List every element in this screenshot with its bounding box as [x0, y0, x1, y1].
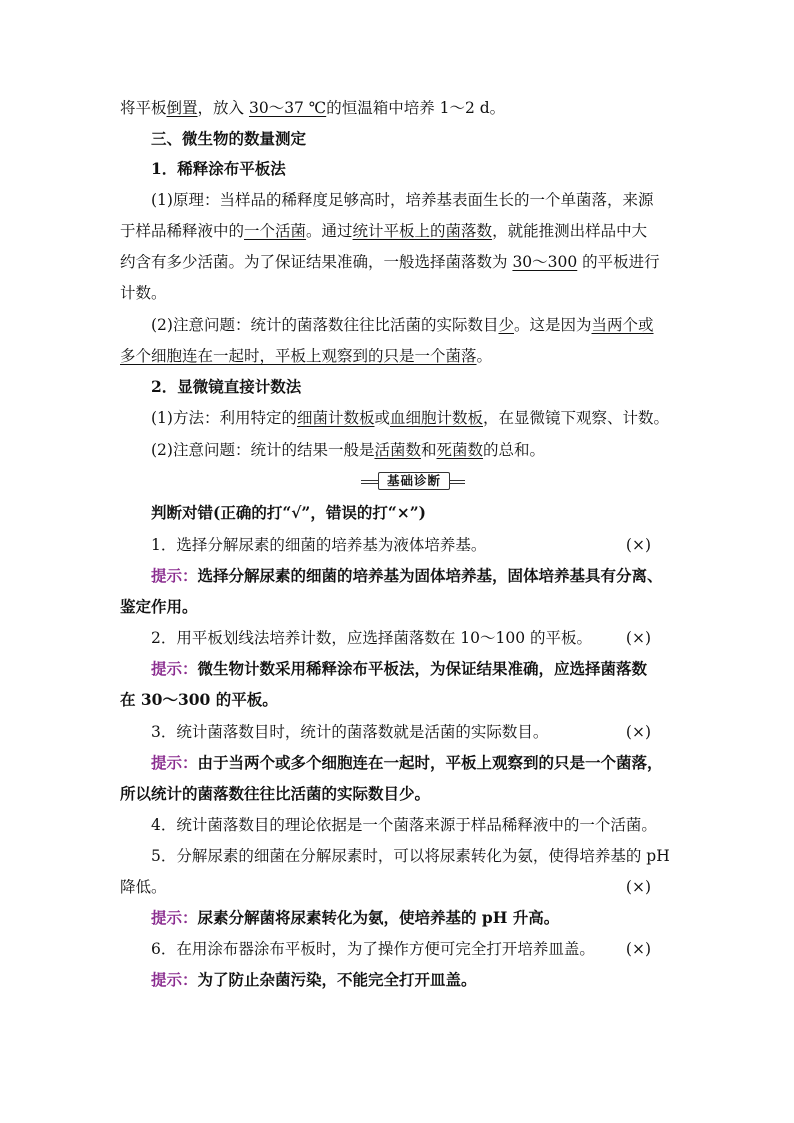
text-span: 和 [420, 441, 437, 459]
text-span: 约含有多少活菌。为了保证结果准确，一般选择菌落数为 [120, 253, 513, 271]
question-item [151, 846, 711, 866]
hint-line [151, 659, 711, 679]
hint-label: 提示： [151, 753, 198, 772]
subsection-heading: 1．稀释涂布平板法 [151, 159, 286, 178]
text-line: (1)原理：当样品的稀释度足够高时，培养基表面生长的一个单菌落，来源 [151, 191, 654, 209]
hint-label: 提示： [151, 659, 198, 678]
question-item [151, 815, 711, 835]
text-line [120, 98, 680, 118]
question-item [151, 535, 651, 555]
hint-text: 尿素分解菌将尿素转化为氨，使培养基的 pH 升高。 [197, 908, 560, 927]
hint-text: 为了防止杂菌污染，不能完全打开皿盖。 [197, 970, 477, 989]
question-item [151, 722, 651, 742]
judge-instructions: 判断对错(正确的打“√”，错误的打“×”) [151, 503, 427, 522]
hint-label: 提示： [151, 970, 198, 989]
underlined-answer: 活菌数 [374, 441, 421, 459]
underlined-answer: 细菌计数板 [296, 409, 375, 427]
hint-text: 微生物计数采用稀释涂布平板法，为保证结果准确，应选择菌落数 [197, 659, 648, 678]
text-span: ，就能推测出样品中大 [492, 222, 648, 240]
underlined-answer: 多个细胞连在一起时，平板上观察到的只是一个菌落 [120, 347, 477, 365]
hint-label: 提示： [151, 566, 198, 585]
hint-line [151, 908, 711, 928]
text-line [120, 252, 680, 272]
answer-mark: (×) [625, 723, 651, 741]
answer-mark: (×) [625, 940, 651, 958]
text-span: ，放入 [197, 99, 249, 117]
text-line [151, 440, 711, 460]
question-text: 5．分解尿素的细菌在分解尿素时，可以将尿素转化为氨，使得培养基的 pH [151, 847, 670, 865]
section-heading: 三、微生物的数量测定 [151, 129, 307, 148]
hint-continuation: 在 30～300 的平板。 [120, 690, 278, 709]
text-span: 。 [476, 347, 493, 365]
text-line: 计数。 [120, 284, 167, 302]
answer-mark: (×) [625, 878, 651, 896]
hint-line [151, 566, 711, 586]
question-text: 3．统计菌落数目时，统计的菌落数就是活菌的实际数目。 [151, 723, 549, 741]
text-line [120, 221, 680, 241]
question-text: 4．统计菌落数目的理论依据是一个菌落来源于样品稀释液中的一个活菌。 [151, 816, 657, 834]
underlined-answer: 一个活菌 [244, 222, 307, 240]
question-item [151, 628, 651, 648]
underlined-answer: 少 [498, 316, 514, 334]
hint-text: 选择分解尿素的细菌的培养基为固体培养基，固体培养基具有分离、 [197, 566, 663, 585]
text-span: 的平板进行 [577, 253, 660, 271]
question-item [151, 939, 651, 959]
text-span: 。通过 [306, 222, 353, 240]
hint-continuation: 所以统计的菌落数往往比活菌的实际数目少。 [120, 784, 431, 803]
text-line [120, 346, 680, 366]
answer-mark: (×) [625, 536, 651, 554]
text-span: (1)方法：利用特定的 [151, 409, 297, 427]
underlined-answer: 30～300 [512, 253, 578, 271]
underlined-answer: 当两个或 [591, 316, 654, 334]
hint-label: 提示： [151, 908, 198, 927]
question-continuation [120, 877, 651, 897]
text-span: 的恒温箱中培养 1～2 d。 [326, 99, 506, 117]
text-span: ，在显微镜下观察、计数。 [483, 409, 670, 427]
text-span: 将平板 [120, 99, 167, 117]
hint-continuation: 鉴定作用。 [120, 597, 198, 616]
text-span: 于样品稀释液中的 [120, 222, 245, 240]
text-span: (2)注意问题：统计的菌落数往往比活菌的实际数目 [151, 316, 499, 334]
question-text: 2．用平板划线法培养计数，应选择菌落数在 10～100 的平板。 [151, 629, 593, 647]
text-span: 。这是因为 [513, 316, 592, 334]
text-line [151, 315, 711, 335]
hint-line [151, 753, 711, 773]
question-text: 1．选择分解尿素的细菌的培养基为液体培养基。 [151, 536, 487, 554]
question-text: 降低。 [120, 878, 167, 896]
text-line [151, 408, 711, 428]
text-span: (2)注意问题：统计的结果一般是 [151, 441, 375, 459]
subsection-heading: 2．显微镜直接计数法 [151, 377, 302, 396]
text-span: 或 [374, 409, 390, 427]
underlined-answer: 死菌数 [436, 441, 484, 459]
hint-text: 由于当两个或多个细胞连在一起时，平板上观察到的只是一个菌落， [197, 753, 663, 772]
section-badge: 基础诊断 [378, 472, 450, 490]
question-text: 6．在用涂布器涂布平板时，为了操作方便可完全打开培养皿盖。 [151, 940, 595, 958]
text-span: 的总和。 [483, 441, 546, 459]
underlined-answer: 倒置 [166, 99, 198, 117]
underlined-answer: 30～37 ℃ [248, 99, 327, 117]
section-divider [361, 472, 465, 490]
answer-mark: (×) [625, 629, 651, 647]
underlined-answer: 统计平板上的菌落数 [352, 222, 493, 240]
hint-line [151, 970, 711, 990]
underlined-answer: 血细胞计数板 [390, 409, 484, 427]
